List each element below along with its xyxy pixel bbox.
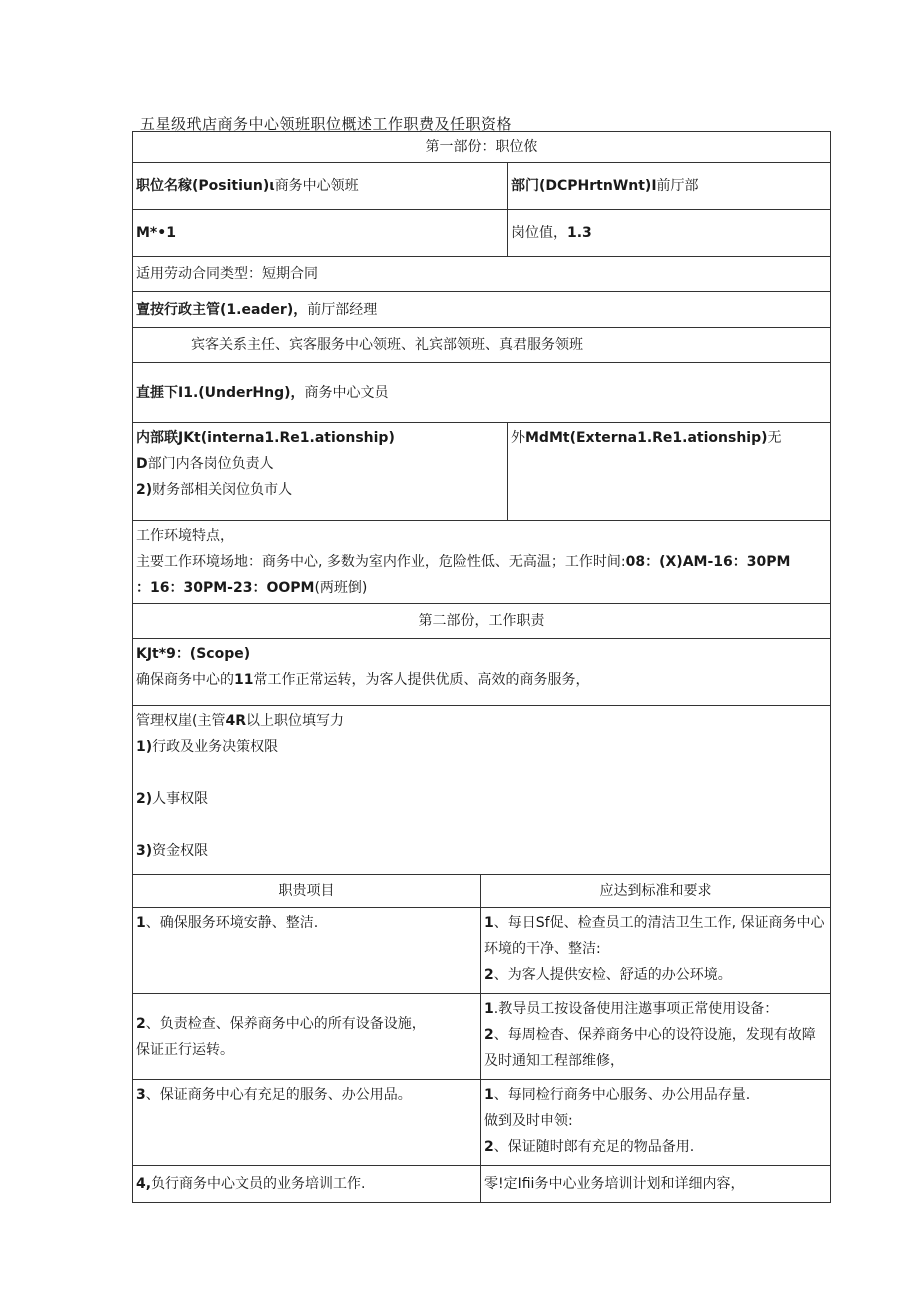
internal-relationship-cell (133, 423, 508, 521)
work-environment-cell (133, 521, 831, 604)
authority-item: 3)资金权限 (136, 843, 209, 859)
duty-standard: 1、每同检行商务中心服务、办公用品存量. 做到及时申领: 2、保证随时郎有充足的物品备用. (481, 1080, 831, 1166)
authority-cell (133, 706, 831, 875)
scope-cell (133, 639, 831, 706)
standard-column-header: 应达到标准和要求 (481, 875, 831, 908)
contract-type: 适用劳动合同类型：短期合同 (133, 257, 831, 292)
direct-superior-label: 亶按行政主管(1.eader)， (136, 301, 308, 318)
subordinate-value: 商务中心文员 (304, 384, 389, 401)
peer-positions: 宾客关系主任、宾客服务中心领班、礼宾部领班、真君服务领班 (133, 328, 831, 363)
work-environment-line: ：16：30PM-23：OOPM(两班倒) (136, 580, 368, 596)
document-title: 五星级玳店商务中心领班职位概述工作职费及任职资格 (140, 115, 513, 133)
position-name-label: 职位名稼(Positiun)ι (136, 178, 275, 194)
duty-standard: 零!定Ifii务中心业务培训计划和详细内容， (481, 1166, 831, 1203)
external-relationship-label-b: MdMt(Externa1.Re1.ationship) (525, 430, 768, 446)
grade-label: 岗位值， (511, 225, 567, 241)
part2-header: 第二部份，工作职责 (133, 604, 831, 639)
duty-item: 1、确保服务环境安静、整洁. (133, 908, 481, 994)
direct-superior-cell (133, 292, 831, 328)
duty-standard: 1.教导员工按设备使用注遨事项正常使用设备： 2、每周检杳、保养商务中心的设符设施，发现有故障 及时通知工程部维修， (481, 994, 831, 1080)
department-label: 部门(DCPHrtnWnt)I (511, 178, 657, 194)
scope-text: 确保商务中心的11常工作正常运转，为客人提供优质、高效的商务服务， (136, 672, 590, 688)
position-name-cell (133, 163, 508, 210)
job-description-table (132, 131, 831, 1203)
grade-cell (508, 210, 831, 257)
authority-label: 管理权崖(主管4R以上职位填写力 (136, 713, 344, 729)
duty-item: 3、保证商务中心有充足的服务、办公用品。 (133, 1080, 481, 1166)
duty-column-header: 职贵项目 (133, 875, 481, 908)
duty-item: 4,负行商务中心文员的业务培训工作. (133, 1166, 481, 1203)
position-code: M*•1 (133, 210, 508, 257)
internal-relationship-item: 2)财务部相关闵位负市人 (136, 482, 293, 498)
authority-item: 1)行政及业务决策权限 (136, 739, 279, 755)
department-cell (508, 163, 831, 210)
department-value: 前厅部 (656, 178, 699, 194)
grade-value: 1.3 (567, 225, 592, 241)
duty-item: 2、负责检查、保养商务中心的所有设备设施， 保证正行运转。 (133, 994, 481, 1080)
subordinate-label: 直捱下I1.(UnderHng)， (136, 384, 305, 401)
authority-item: 2)人事权限 (136, 791, 209, 807)
external-relationship-label-a: 外 (511, 430, 525, 446)
external-relationship-cell (508, 423, 831, 521)
scope-label: KJt*9：(Scope) (136, 646, 251, 662)
subordinate-cell (133, 363, 831, 423)
internal-relationship-item: D部门内各岗位负责人 (136, 456, 274, 472)
direct-superior-value: 前厅部经理 (307, 301, 378, 318)
internal-relationship-label: 内部联JKt(interna1.Re1.ationship) (136, 430, 395, 446)
part1-header: 第一部份：职位侬 (133, 132, 831, 163)
external-relationship-value: 无 (767, 430, 782, 446)
work-environment-title: 工作环境特点， (136, 528, 234, 544)
position-name-value: 商务中心领班 (274, 178, 359, 194)
duty-standard: 1、每日Sf促、检查员工的清洁卫生工作, 保证商务中心 环境的干净、整洁: 2、为客人提供安检、舒适的办公环境。 (481, 908, 831, 994)
work-environment-line: 主要工作环境场地：商务中心, 多数为室内作业，危险性低、无高温；工作时间:08：(X)AM-16：30PM (136, 554, 791, 570)
